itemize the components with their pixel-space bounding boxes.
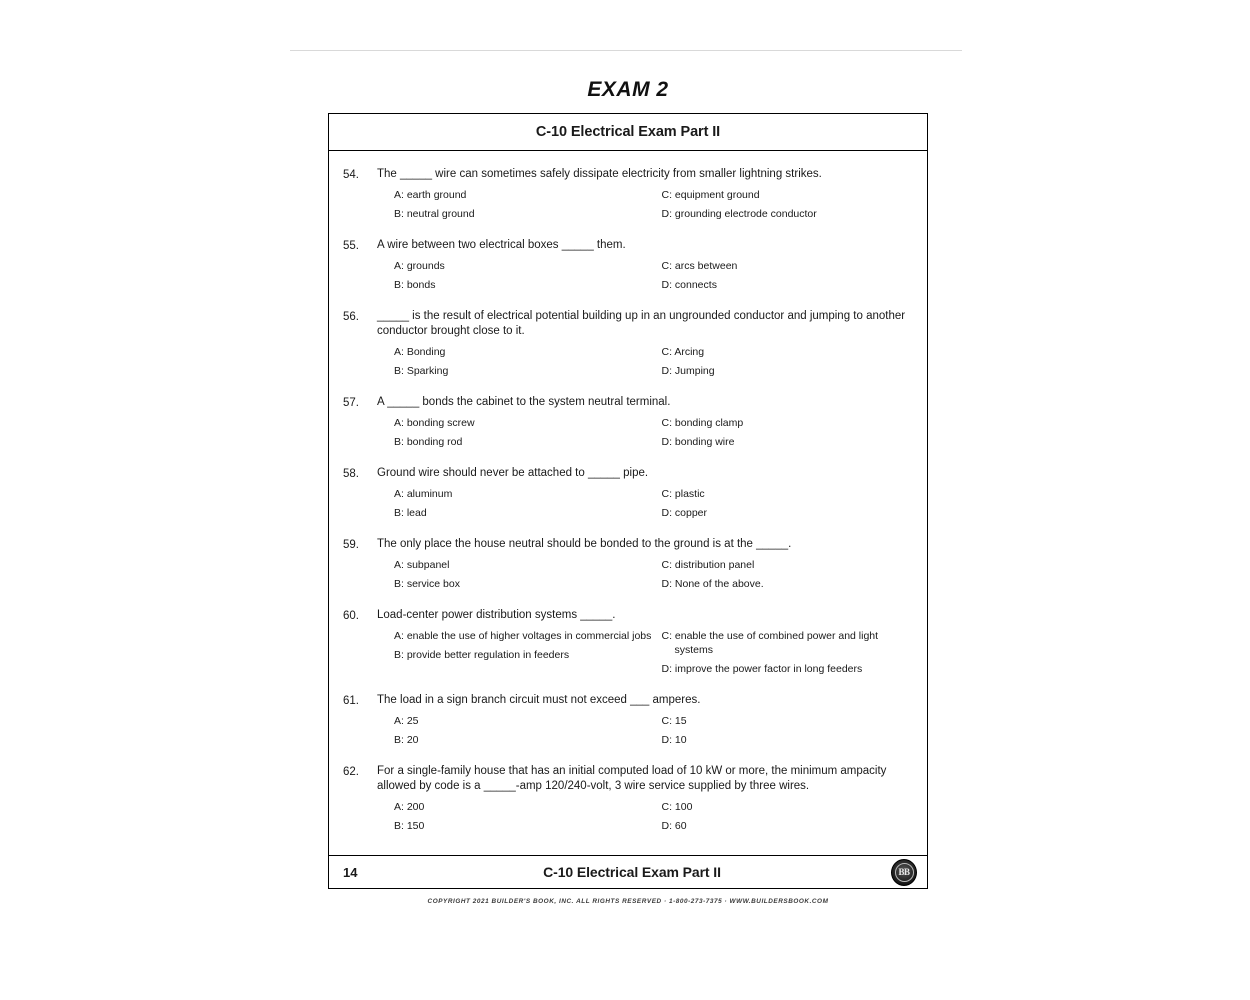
answer-option-d[interactable]: D: 10 bbox=[661, 734, 687, 746]
question-number: 56. bbox=[343, 311, 359, 323]
question-number: 55. bbox=[343, 240, 359, 252]
answer-option-d[interactable]: D: copper bbox=[661, 507, 708, 519]
question-text: A wire between two electrical boxes _____ them. bbox=[377, 239, 626, 251]
question-text: Load-center power distribution systems _____. bbox=[377, 609, 616, 621]
copyright-notice: COPYRIGHT 2021 BUILDER'S BOOK, INC. ALL RIGHTS RESERVED · 1-800-273-7375 · WWW.BUILDERSBOOK.COM bbox=[427, 898, 829, 905]
answer-option-b[interactable]: B: neutral ground bbox=[394, 208, 475, 220]
answer-options bbox=[377, 629, 913, 676]
question-item bbox=[343, 395, 913, 449]
question-item bbox=[343, 466, 913, 520]
answer-option-c[interactable]: C: equipment ground bbox=[661, 189, 760, 201]
answer-option-c[interactable]: C: Arcing bbox=[661, 346, 705, 358]
publisher-seal-icon bbox=[891, 859, 917, 885]
question-item bbox=[343, 693, 913, 747]
answer-option-c[interactable]: C: plastic bbox=[661, 488, 705, 500]
answer-option-c[interactable]: C: distribution panel bbox=[661, 559, 755, 571]
questions-list bbox=[329, 151, 927, 855]
question-text: The load in a sign branch circuit must not exceed ___ amperes. bbox=[377, 694, 701, 706]
answer-option-b[interactable]: B: lead bbox=[394, 507, 427, 519]
answer-option-c[interactable]: C: bonding clamp bbox=[661, 417, 744, 429]
answer-option-a[interactable]: A: 25 bbox=[394, 715, 419, 727]
footer-title: C-10 Electrical Exam Part II bbox=[543, 864, 721, 880]
answer-option-a[interactable]: A: Bonding bbox=[394, 346, 446, 358]
question-item bbox=[343, 764, 913, 833]
answer-option-d[interactable]: D: Jumping bbox=[661, 365, 715, 377]
page-footer-bar bbox=[329, 855, 927, 888]
question-number: 62. bbox=[343, 766, 359, 778]
answer-options bbox=[377, 416, 913, 449]
answer-options bbox=[377, 188, 913, 221]
answer-option-b[interactable]: B: Sparking bbox=[394, 365, 449, 377]
question-number: 61. bbox=[343, 695, 359, 707]
answer-option-a[interactable]: A: 200 bbox=[394, 801, 425, 813]
answer-option-c[interactable]: C: 15 bbox=[661, 715, 687, 727]
question-item bbox=[343, 309, 913, 378]
answer-option-b[interactable]: B: 20 bbox=[394, 734, 419, 746]
question-text: For a single-family house that has an initial computed load of 10 kW or more, the minimum ampacity allowed by code is a _____-amp 120/240-volt, 3 wire service supplied by three wires. bbox=[377, 765, 887, 792]
answer-option-a[interactable]: A: aluminum bbox=[394, 488, 453, 500]
question-text: A _____ bonds the cabinet to the system neutral terminal. bbox=[377, 396, 671, 408]
answer-option-b[interactable]: B: bonds bbox=[394, 279, 436, 291]
question-number: 58. bbox=[343, 468, 359, 480]
answer-option-d[interactable]: D: connects bbox=[661, 279, 717, 291]
answer-options bbox=[377, 558, 913, 591]
answer-option-b[interactable]: B: 150 bbox=[394, 820, 425, 832]
answer-option-d[interactable]: D: 60 bbox=[661, 820, 687, 832]
page-top-rule bbox=[290, 50, 962, 51]
answer-options bbox=[377, 345, 913, 378]
exam-question-box bbox=[328, 113, 928, 889]
question-number: 57. bbox=[343, 397, 359, 409]
question-number: 60. bbox=[343, 610, 359, 622]
answer-option-d[interactable]: D: None of the above. bbox=[661, 578, 764, 590]
question-text: The _____ wire can sometimes safely dissipate electricity from smaller lightning strikes. bbox=[377, 168, 822, 180]
answer-options bbox=[377, 800, 913, 833]
answer-option-d[interactable]: D: bonding wire bbox=[661, 436, 735, 448]
answer-option-a[interactable]: A: subpanel bbox=[394, 559, 450, 571]
question-item bbox=[343, 167, 913, 221]
exam-page bbox=[328, 78, 928, 905]
answer-option-a[interactable]: A: bonding screw bbox=[394, 417, 475, 429]
answer-options bbox=[377, 487, 913, 520]
question-text: _____ is the result of electrical potential building up in an ungrounded conductor and jumping to another conductor brought close to it. bbox=[377, 310, 906, 337]
answer-options bbox=[377, 714, 913, 747]
answer-option-d[interactable]: D: grounding electrode conductor bbox=[661, 208, 817, 220]
exam-box-title: C-10 Electrical Exam Part II bbox=[329, 114, 927, 151]
answer-options bbox=[377, 259, 913, 292]
answer-option-b[interactable]: B: provide better regulation in feeders bbox=[394, 649, 570, 661]
answer-option-c[interactable]: C: 100 bbox=[661, 801, 693, 813]
answer-option-a[interactable]: A: enable the use of higher voltages in commercial jobs bbox=[394, 630, 652, 642]
question-text: The only place the house neutral should be bonded to the ground is at the _____. bbox=[377, 538, 792, 550]
answer-option-d[interactable]: D: improve the power factor in long feeders bbox=[661, 663, 863, 675]
question-text: Ground wire should never be attached to _____ pipe. bbox=[377, 467, 649, 479]
answer-option-c[interactable]: C: arcs between bbox=[661, 260, 738, 272]
question-item bbox=[343, 608, 913, 676]
question-number: 59. bbox=[343, 539, 359, 551]
answer-option-b[interactable]: B: bonding rod bbox=[394, 436, 463, 448]
answer-option-a[interactable]: A: grounds bbox=[394, 260, 445, 272]
question-item bbox=[343, 537, 913, 591]
answer-option-a[interactable]: A: earth ground bbox=[394, 189, 467, 201]
question-number: 54. bbox=[343, 169, 359, 181]
question-item bbox=[343, 238, 913, 292]
answer-option-c[interactable]: C: enable the use of combined power and light systems bbox=[661, 630, 879, 656]
exam-heading: EXAM 2 bbox=[587, 78, 669, 101]
footer-page-number: 14 bbox=[343, 864, 358, 880]
publisher-seal-label: BB bbox=[895, 863, 914, 882]
answer-option-b[interactable]: B: service box bbox=[394, 578, 460, 590]
